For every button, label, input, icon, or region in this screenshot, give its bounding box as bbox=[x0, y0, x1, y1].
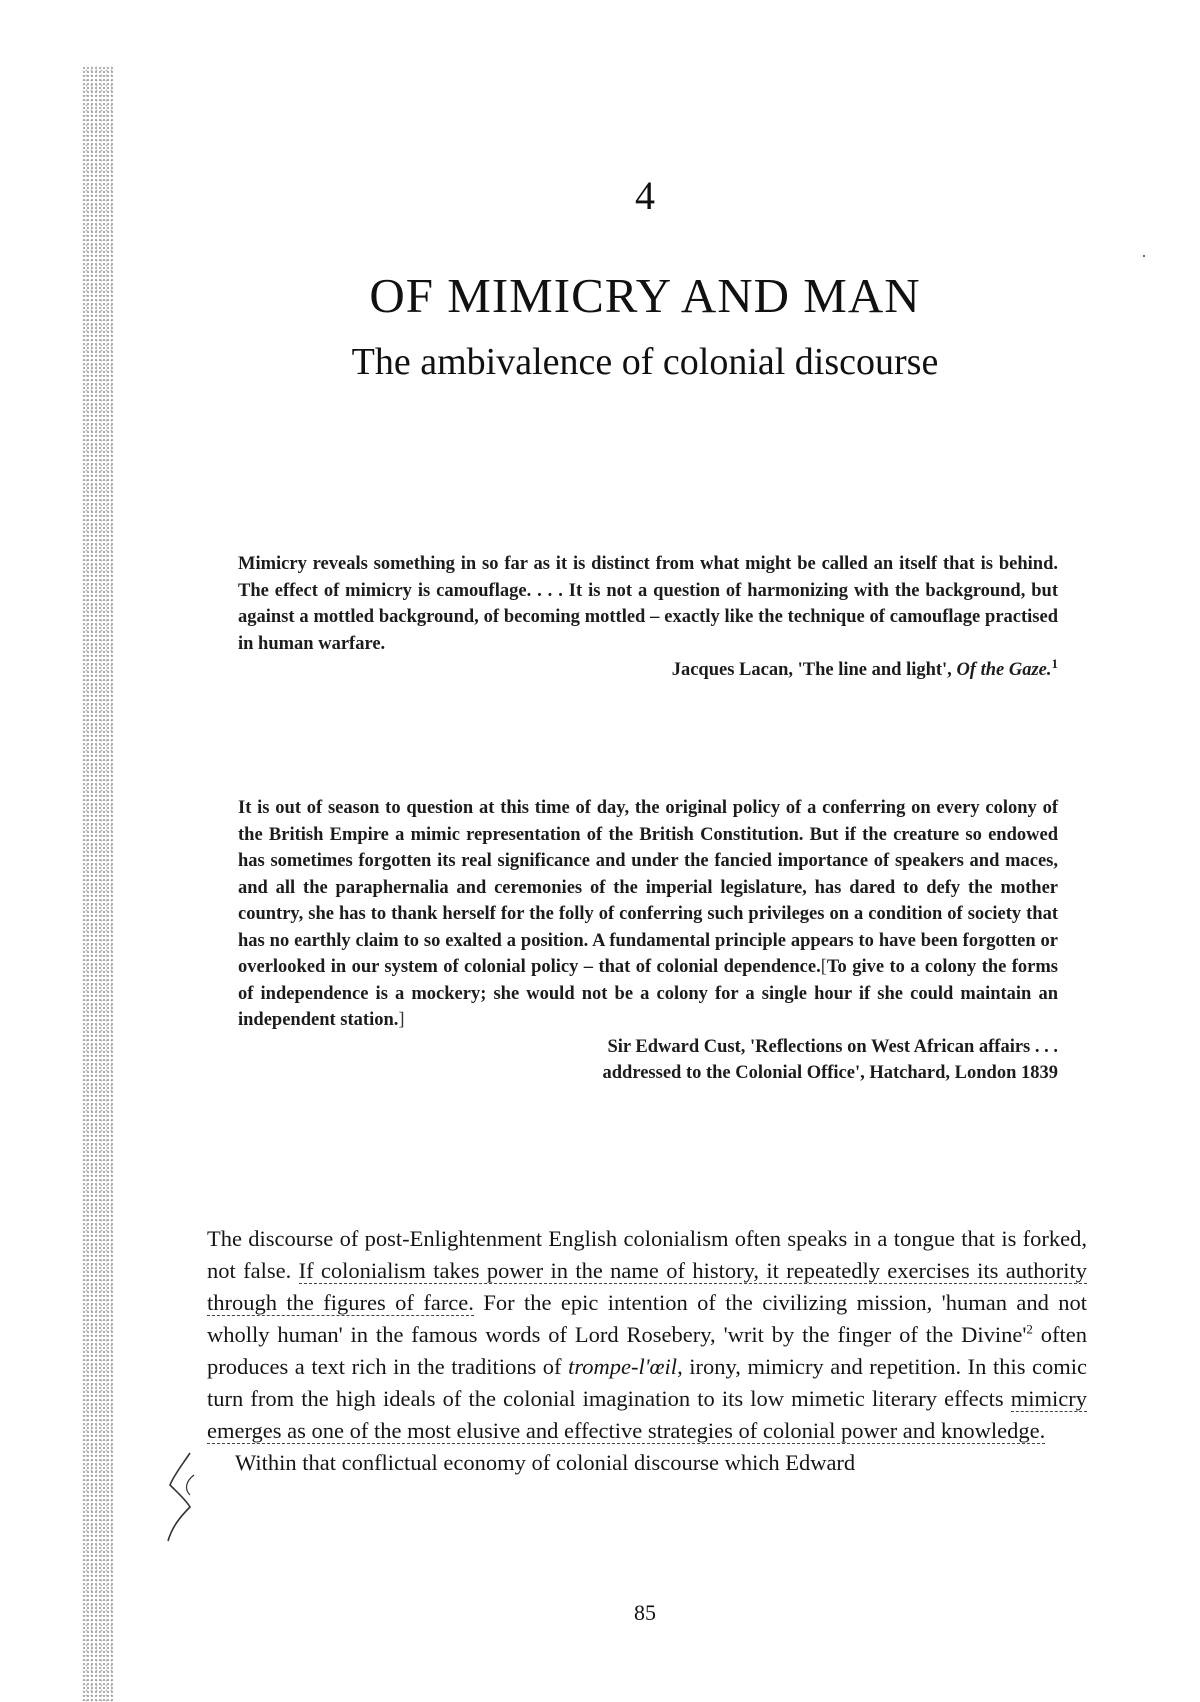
scan-speck bbox=[1143, 255, 1145, 257]
epigraph-text bbox=[238, 795, 1058, 1034]
footnote-marker: 2 bbox=[1026, 1321, 1033, 1337]
epigraph-cust bbox=[238, 795, 1058, 1087]
body-text bbox=[207, 1223, 1087, 1479]
handwritten-bracket-close: ] bbox=[398, 1010, 405, 1030]
attribution-work: Of the Gaze. bbox=[956, 660, 1052, 680]
epigraph-lacan bbox=[238, 551, 1058, 684]
body-text-run: often produces a text rich in the traditions of bbox=[207, 1322, 1088, 1379]
epigraph-text-bracketed: To give to a colony the forms of independence is a mockery; she would not be a colony for a single hour if she could maintain an independent station. bbox=[238, 957, 1059, 1030]
underlined-passage: If colonialism takes power in the name of history, it repeatedly exercises its authority through the figures of farce. bbox=[207, 1258, 1087, 1315]
body-text-run: The discourse of post-Enlightenment English colonialism often speaks in a tongue that is forked, not false. bbox=[207, 1226, 1087, 1283]
epigraph-attribution bbox=[238, 657, 1058, 684]
chapter-title: OF MIMICRY AND MAN bbox=[369, 268, 921, 323]
epigraph-text-main: It is out of season to question at this time of day, the original policy of a conferring on every colony of the British Empire a mimic representation of the British Constitution. But if the creature so endowed has sometimes forgotten its real significance and under the fancied importance of speakers and maces, and all the paraphernalia and ceremonies of the imperial legislature, has dared to defy the mother country, she has to thank herself for the folly of conferring such privileges on a condition of society that has no earthly claim to so exalted a position. A fundamental principle appears to have been forgotten or overlooked in our system of colonial policy – that of colonial dependence. bbox=[238, 798, 1058, 977]
footnote-marker: 1 bbox=[1051, 655, 1058, 671]
epigraph-text: Mimicry reveals something in so far as it is distinct from what might be called an itself that is behind. The effect of mimicry is camouflage. . . . It is not a question of harmonizing with the background, but against a mottled background, of becoming mottled – exactly like the technique of camouflage practised in human warfare. bbox=[238, 554, 1058, 654]
margin-annotation-icon bbox=[160, 1445, 200, 1555]
epigraph-attribution-line2: addressed to the Colonial Office', Hatchard, London 1839 bbox=[602, 1063, 1058, 1083]
page-number: 85 bbox=[634, 1600, 656, 1625]
body-paragraph-2: Within that conflictual economy of colonial discourse which Edward bbox=[235, 1450, 856, 1475]
chapter-number: 4 bbox=[635, 173, 655, 218]
handwritten-bracket-open: [ bbox=[820, 957, 827, 977]
chapter-subtitle: The ambivalence of colonial discourse bbox=[351, 341, 939, 383]
body-text-run: For the epic intention of the civilizing mission, 'human and not wholly human' in the famous words of Lord Rosebery, 'writ by the finger of the Divine' bbox=[207, 1290, 1088, 1347]
body-text-run: , irony, mimicry and repetition. In this comic turn from the high ideals of the colonial imagination to its low mimetic literary effects bbox=[207, 1354, 1088, 1411]
underlined-passage: mimicry emerges as one of the most elusive and effective strategies of colonial power and knowledge. bbox=[207, 1386, 1087, 1443]
italic-term: trompe-l'œil bbox=[568, 1354, 678, 1379]
epigraph-attribution-line1: Sir Edward Cust, 'Reflections on West African affairs . . . bbox=[607, 1036, 1058, 1057]
body-paragraph-1 bbox=[207, 1223, 1087, 1447]
attribution-author: Jacques Lacan, 'The line and light', bbox=[671, 660, 957, 680]
